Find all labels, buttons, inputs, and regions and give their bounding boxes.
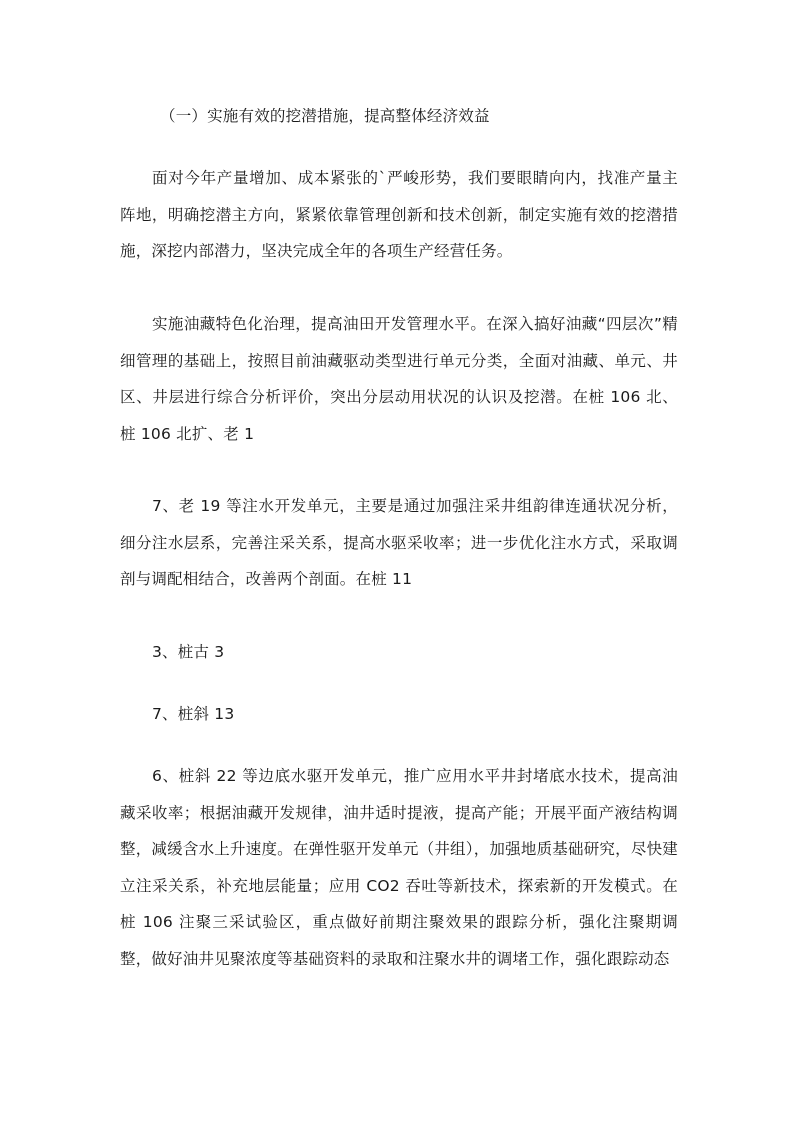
paragraph-1: 面对今年产量增加、成本紧张的`严峻形势，我们要眼睛向内，找准产量主阵地，明确挖潜主方向，紧紧依靠管理创新和技术创新，制定实施有效的挖潜措施，深挖内部潜力，坚决完成全年的各项生产经营任务。 [120, 169, 678, 260]
paragraph-3: 7、老 19 等注水开发单元，主要是通过加强注采井组韵律连通状况分析，细分注水层系，完善注采关系，提高水驱采收率；进一步优化注水方式，采取调剖与调配相结合，改善两个剖面。在桩 11 [120, 497, 678, 588]
paragraph-2: 实施油藏特色化治理，提高油田开发管理水平。在深入搞好油藏“四层次”精细管理的基础上，按照目前油藏驱动类型进行单元分类，全面对油藏、单元、井区、井层进行综合分析评价，突出分层动用状况的认识及挖潜。在桩 106 北、桩 106 北扩、老 1 [120, 315, 678, 443]
paragraph-5: 7、桩斜 13 [152, 705, 235, 723]
paragraph-6: 6、桩斜 22 等边底水驱开发单元，推广应用水平井封堵底水技术，提高油藏采收率；根据油藏开发规律，油井适时提液，提高产能；开展平面产液结构调整，减缓含水上升速度。在弹性驱开发单元（井组），加强地质基础研究，尽快建立注采关系，补充地层能量；应用 CO2 吞吐等新技术，探索新的开发模式。在桩 106 注聚三采试验区，重点做好前期注聚效果的跟踪分析，强化注聚期调整，做好油井见聚浓度等基础资料的录取和注聚水井的调堵工作，强化跟踪动态 [120, 767, 678, 968]
section-heading: （一）实施有效的挖潜措施，提高整体经济效益 [160, 107, 490, 125]
paragraph-4: 3、桩古 3 [152, 643, 225, 661]
